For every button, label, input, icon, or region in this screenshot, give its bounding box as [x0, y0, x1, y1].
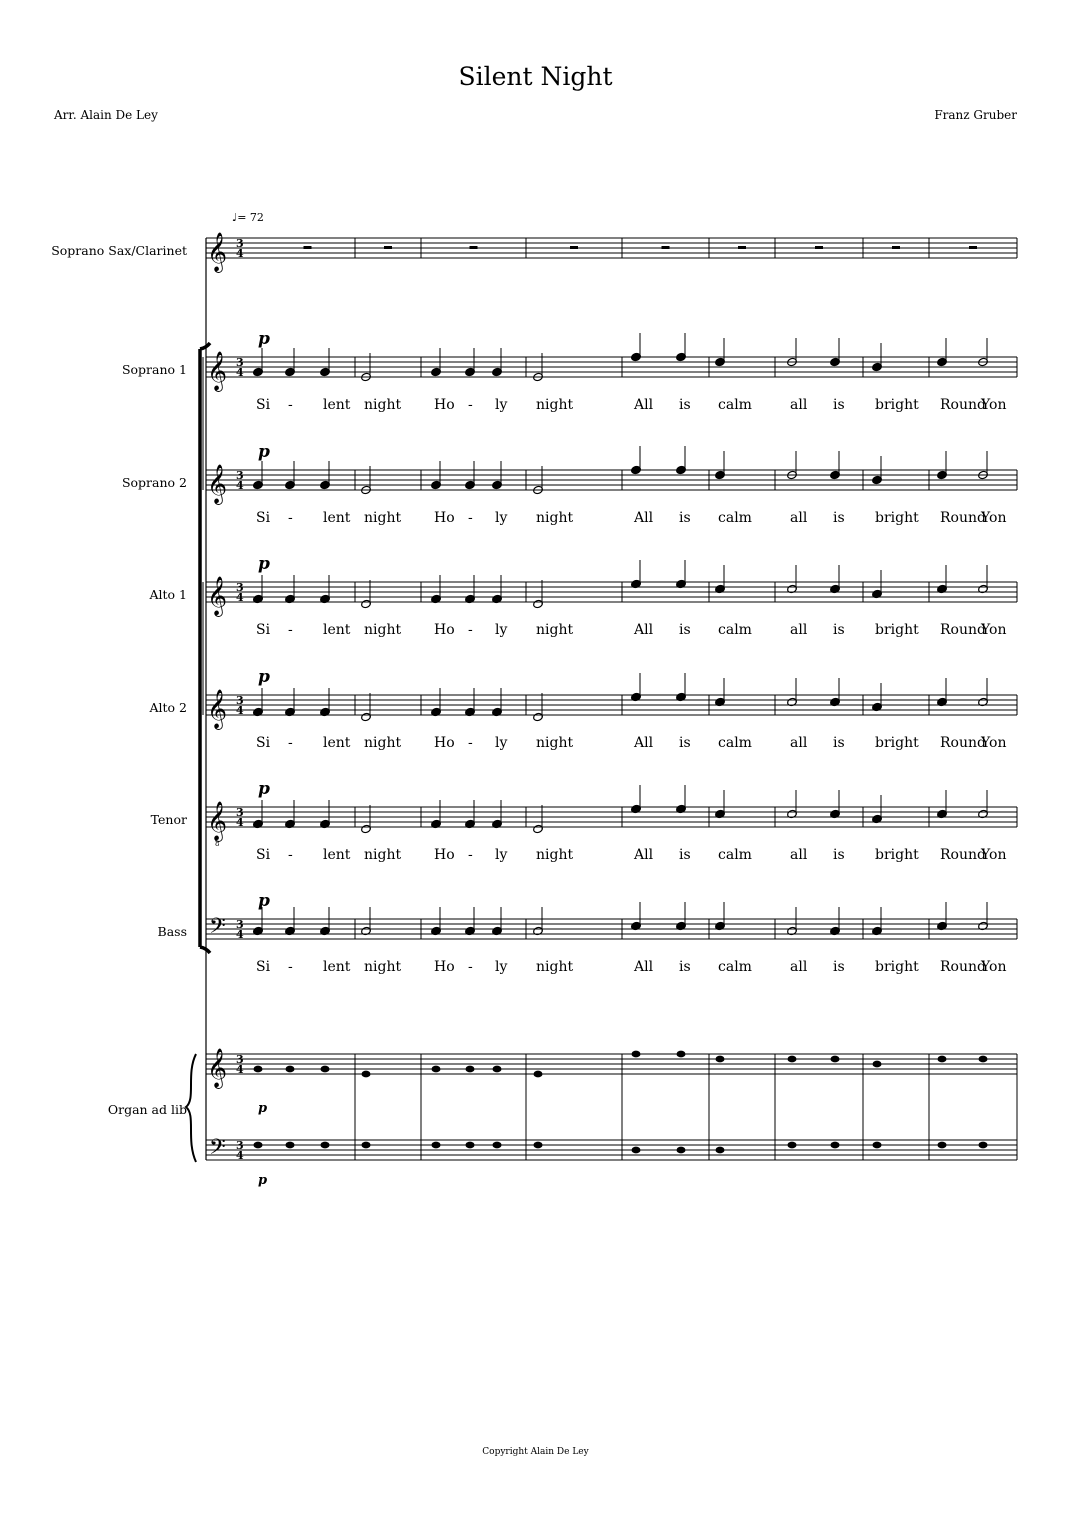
instrument-label: Bass: [157, 924, 187, 939]
lyric-syllable: Yon: [981, 622, 1007, 638]
lyric-syllable: All: [634, 847, 654, 863]
organ-note-head: [632, 1051, 641, 1058]
time-signature-lower: 4: [236, 247, 244, 260]
lyric-syllable: bright: [875, 847, 919, 863]
organ-note-head: [286, 1142, 295, 1149]
lyric-syllable: All: [634, 959, 654, 975]
instrument-label: Organ ad lib: [107, 1102, 187, 1117]
lyric-syllable: Si: [256, 735, 271, 751]
time-signature-lower: 4: [236, 366, 244, 379]
organ-note-head: [534, 1071, 543, 1078]
organ-note-head: [716, 1147, 725, 1154]
lyric-syllable: -: [288, 510, 293, 526]
tempo-value: = 72: [237, 211, 264, 224]
lyric-syllable: night: [364, 959, 402, 975]
lyric-syllable: lent: [323, 847, 351, 863]
lyric-syllable: All: [634, 397, 654, 413]
lyric-syllable: is: [833, 847, 845, 863]
lyric-syllable: is: [679, 735, 691, 751]
lyric-syllable: calm: [718, 622, 752, 638]
lyric-syllable: night: [536, 735, 574, 751]
whole-rest: [470, 246, 478, 249]
lyric-syllable: ly: [495, 959, 508, 975]
lyric-syllable: ly: [495, 735, 508, 751]
lyric-syllable: Si: [256, 397, 271, 413]
organ-note-head: [432, 1066, 441, 1073]
lyric-syllable: is: [679, 847, 691, 863]
time-signature-upper: 3: [236, 237, 244, 250]
organ-note-head: [938, 1142, 947, 1149]
lyric-syllable: bright: [875, 959, 919, 975]
lyric-syllable: lent: [323, 735, 351, 751]
lyric-syllable: -: [288, 847, 293, 863]
lyric-syllable: night: [536, 622, 574, 638]
lyric-syllable: ly: [495, 622, 508, 638]
lyric-syllable: Ho: [434, 510, 455, 526]
lyric-syllable: night: [536, 397, 574, 413]
organ-note-head: [466, 1066, 475, 1073]
time-signature-lower: 4: [236, 591, 244, 604]
lyric-syllable: all: [790, 847, 808, 863]
lyric-syllable: Ho: [434, 847, 455, 863]
time-signature-lower: 4: [236, 704, 244, 717]
time-signature-upper: 3: [236, 694, 244, 707]
organ-note-head: [938, 1056, 947, 1063]
treble-clef-icon: 𝄞: [207, 232, 228, 272]
lyric-syllable: all: [790, 510, 808, 526]
lyric-syllable: night: [364, 510, 402, 526]
lyric-syllable: calm: [718, 959, 752, 975]
organ-note-head: [362, 1142, 371, 1149]
lyric-syllable: Yon: [981, 735, 1007, 751]
whole-rest: [304, 246, 312, 249]
lyric-syllable: bright: [875, 397, 919, 413]
time-signature-upper: 3: [236, 918, 244, 931]
quarter-note-icon: ♩: [232, 211, 238, 224]
treble-clef-icon: 𝄞: [207, 689, 228, 729]
instrument-label: Alto 2: [149, 700, 187, 715]
instrument-label: Soprano 2: [121, 475, 187, 490]
lyric-syllable: all: [790, 397, 808, 413]
lyric-syllable: Yon: [981, 847, 1007, 863]
dynamic-piano: p: [258, 329, 270, 349]
organ-note-head: [254, 1142, 263, 1149]
whole-rest: [384, 246, 392, 249]
lyric-syllable: Round: [940, 622, 986, 638]
lyric-syllable: Round: [940, 510, 986, 526]
treble-clef-icon: 𝄞: [207, 576, 228, 616]
lyric-syllable: night: [536, 959, 574, 975]
lyric-syllable: Si: [256, 510, 271, 526]
time-signature-upper: 3: [236, 806, 244, 819]
dynamic-piano: p: [258, 442, 270, 462]
bass-clef-icon: 𝄢: [209, 914, 226, 944]
lyric-syllable: Si: [256, 959, 271, 975]
organ-note-head: [466, 1142, 475, 1149]
lyric-syllable: all: [790, 959, 808, 975]
lyric-syllable: -: [288, 959, 293, 975]
organ-note-head: [677, 1147, 686, 1154]
organ-note-head: [788, 1056, 797, 1063]
lyric-syllable: Si: [256, 622, 271, 638]
organ-note-head: [493, 1066, 502, 1073]
lyric-syllable: lent: [323, 622, 351, 638]
lyric-syllable: is: [833, 397, 845, 413]
lyric-syllable: lent: [323, 397, 351, 413]
organ-note-head: [716, 1056, 725, 1063]
lyric-syllable: -: [468, 847, 473, 863]
lyric-syllable: All: [634, 510, 654, 526]
lyric-syllable: Round: [940, 397, 986, 413]
lyric-syllable: Yon: [981, 397, 1007, 413]
copyright-notice: Copyright Alain De Ley: [482, 1447, 589, 1457]
treble-clef-icon: 𝄞: [207, 801, 228, 841]
lyric-syllable: all: [790, 735, 808, 751]
lyric-syllable: calm: [718, 510, 752, 526]
organ-dynamic-lower: p: [258, 1173, 268, 1188]
lyric-syllable: Si: [256, 847, 271, 863]
time-signature-upper: 3: [236, 581, 244, 594]
time-signature-upper: 3: [236, 469, 244, 482]
lyric-syllable: all: [790, 622, 808, 638]
organ-note-head: [979, 1142, 988, 1149]
lyric-syllable: lent: [323, 510, 351, 526]
lyric-syllable: is: [833, 735, 845, 751]
lyric-syllable: is: [679, 397, 691, 413]
instrument-label: Soprano Sax/Clarinet: [51, 243, 187, 258]
lyric-syllable: Ho: [434, 622, 455, 638]
lyric-syllable: bright: [875, 622, 919, 638]
lyric-syllable: calm: [718, 735, 752, 751]
lyric-syllable: Yon: [981, 959, 1007, 975]
organ-note-head: [286, 1066, 295, 1073]
whole-rest: [662, 246, 670, 249]
lyric-syllable: All: [634, 735, 654, 751]
lyric-syllable: -: [468, 959, 473, 975]
lyric-syllable: calm: [718, 847, 752, 863]
lyric-syllable: -: [288, 397, 293, 413]
organ-note-head: [831, 1142, 840, 1149]
lyric-syllable: -: [468, 397, 473, 413]
organ-note-head: [432, 1142, 441, 1149]
dynamic-piano: p: [258, 554, 270, 574]
lyric-syllable: night: [536, 510, 574, 526]
lyric-syllable: lent: [323, 959, 351, 975]
score-title: Silent Night: [458, 62, 613, 91]
instrument-label: Alto 1: [149, 587, 187, 602]
time-signature-lower: 4: [236, 479, 244, 492]
treble-clef-icon: 𝄞: [207, 464, 228, 504]
lyric-syllable: is: [833, 622, 845, 638]
lyric-syllable: All: [634, 622, 654, 638]
instrument-label: Soprano 1: [121, 362, 187, 377]
dynamic-piano: p: [258, 891, 270, 911]
choir-bracket: [200, 343, 210, 953]
lyric-syllable: is: [833, 959, 845, 975]
organ-note-head: [677, 1051, 686, 1058]
lyric-syllable: Ho: [434, 959, 455, 975]
organ-note-head: [321, 1066, 330, 1073]
treble-clef-icon: 𝄞: [207, 351, 228, 391]
organ-note-head: [321, 1142, 330, 1149]
time-signature-upper: 3: [236, 356, 244, 369]
bass-clef-icon: 𝄢: [209, 1135, 226, 1165]
lyric-syllable: is: [679, 510, 691, 526]
time-signature-upper: 3: [236, 1053, 244, 1066]
organ-note-head: [788, 1142, 797, 1149]
lyric-syllable: Round: [940, 735, 986, 751]
lyric-syllable: is: [679, 622, 691, 638]
lyric-syllable: Round: [940, 959, 986, 975]
whole-rest: [892, 246, 900, 249]
whole-rest: [570, 246, 578, 249]
lyric-syllable: night: [364, 397, 402, 413]
octave-marker: 8: [215, 840, 220, 848]
lyric-syllable: bright: [875, 735, 919, 751]
organ-brace: [186, 1054, 196, 1162]
organ-note-head: [493, 1142, 502, 1149]
lyric-syllable: is: [679, 959, 691, 975]
treble-clef-icon: 𝄞: [207, 1048, 228, 1088]
lyric-syllable: -: [288, 622, 293, 638]
organ-note-head: [831, 1056, 840, 1063]
time-signature-lower: 4: [236, 816, 244, 829]
lyric-syllable: night: [364, 847, 402, 863]
whole-rest: [815, 246, 823, 249]
arranger-credit: Arr. Alain De Ley: [54, 108, 158, 122]
lyric-syllable: night: [364, 735, 402, 751]
lyric-syllable: night: [364, 622, 402, 638]
lyric-syllable: -: [468, 510, 473, 526]
organ-note-head: [362, 1071, 371, 1078]
lyric-syllable: -: [468, 622, 473, 638]
lyric-syllable: is: [833, 510, 845, 526]
time-signature-lower: 4: [236, 928, 244, 941]
lyric-syllable: night: [536, 847, 574, 863]
organ-note-head: [979, 1056, 988, 1063]
lyric-syllable: ly: [495, 510, 508, 526]
time-signature-upper: 3: [236, 1139, 244, 1152]
lyric-syllable: Yon: [981, 510, 1007, 526]
lyric-syllable: bright: [875, 510, 919, 526]
time-signature-lower: 4: [236, 1149, 244, 1162]
whole-rest: [738, 246, 746, 249]
organ-note-head: [873, 1142, 882, 1149]
organ-note-head: [254, 1066, 263, 1073]
organ-note-head: [534, 1142, 543, 1149]
instrument-label: Tenor: [150, 812, 187, 827]
organ-dynamic-upper: p: [258, 1101, 268, 1116]
whole-rest: [969, 246, 977, 249]
lyric-syllable: -: [468, 735, 473, 751]
organ-note-head: [873, 1061, 882, 1068]
organ-note-head: [632, 1147, 641, 1154]
composer-credit: Franz Gruber: [934, 108, 1017, 122]
lyric-syllable: calm: [718, 397, 752, 413]
time-signature-lower: 4: [236, 1063, 244, 1076]
lyric-syllable: Ho: [434, 397, 455, 413]
dynamic-piano: p: [258, 779, 270, 799]
lyric-syllable: -: [288, 735, 293, 751]
lyric-syllable: Ho: [434, 735, 455, 751]
lyric-syllable: Round: [940, 847, 986, 863]
lyric-syllable: ly: [495, 397, 508, 413]
lyric-syllable: ly: [495, 847, 508, 863]
dynamic-piano: p: [258, 667, 270, 687]
